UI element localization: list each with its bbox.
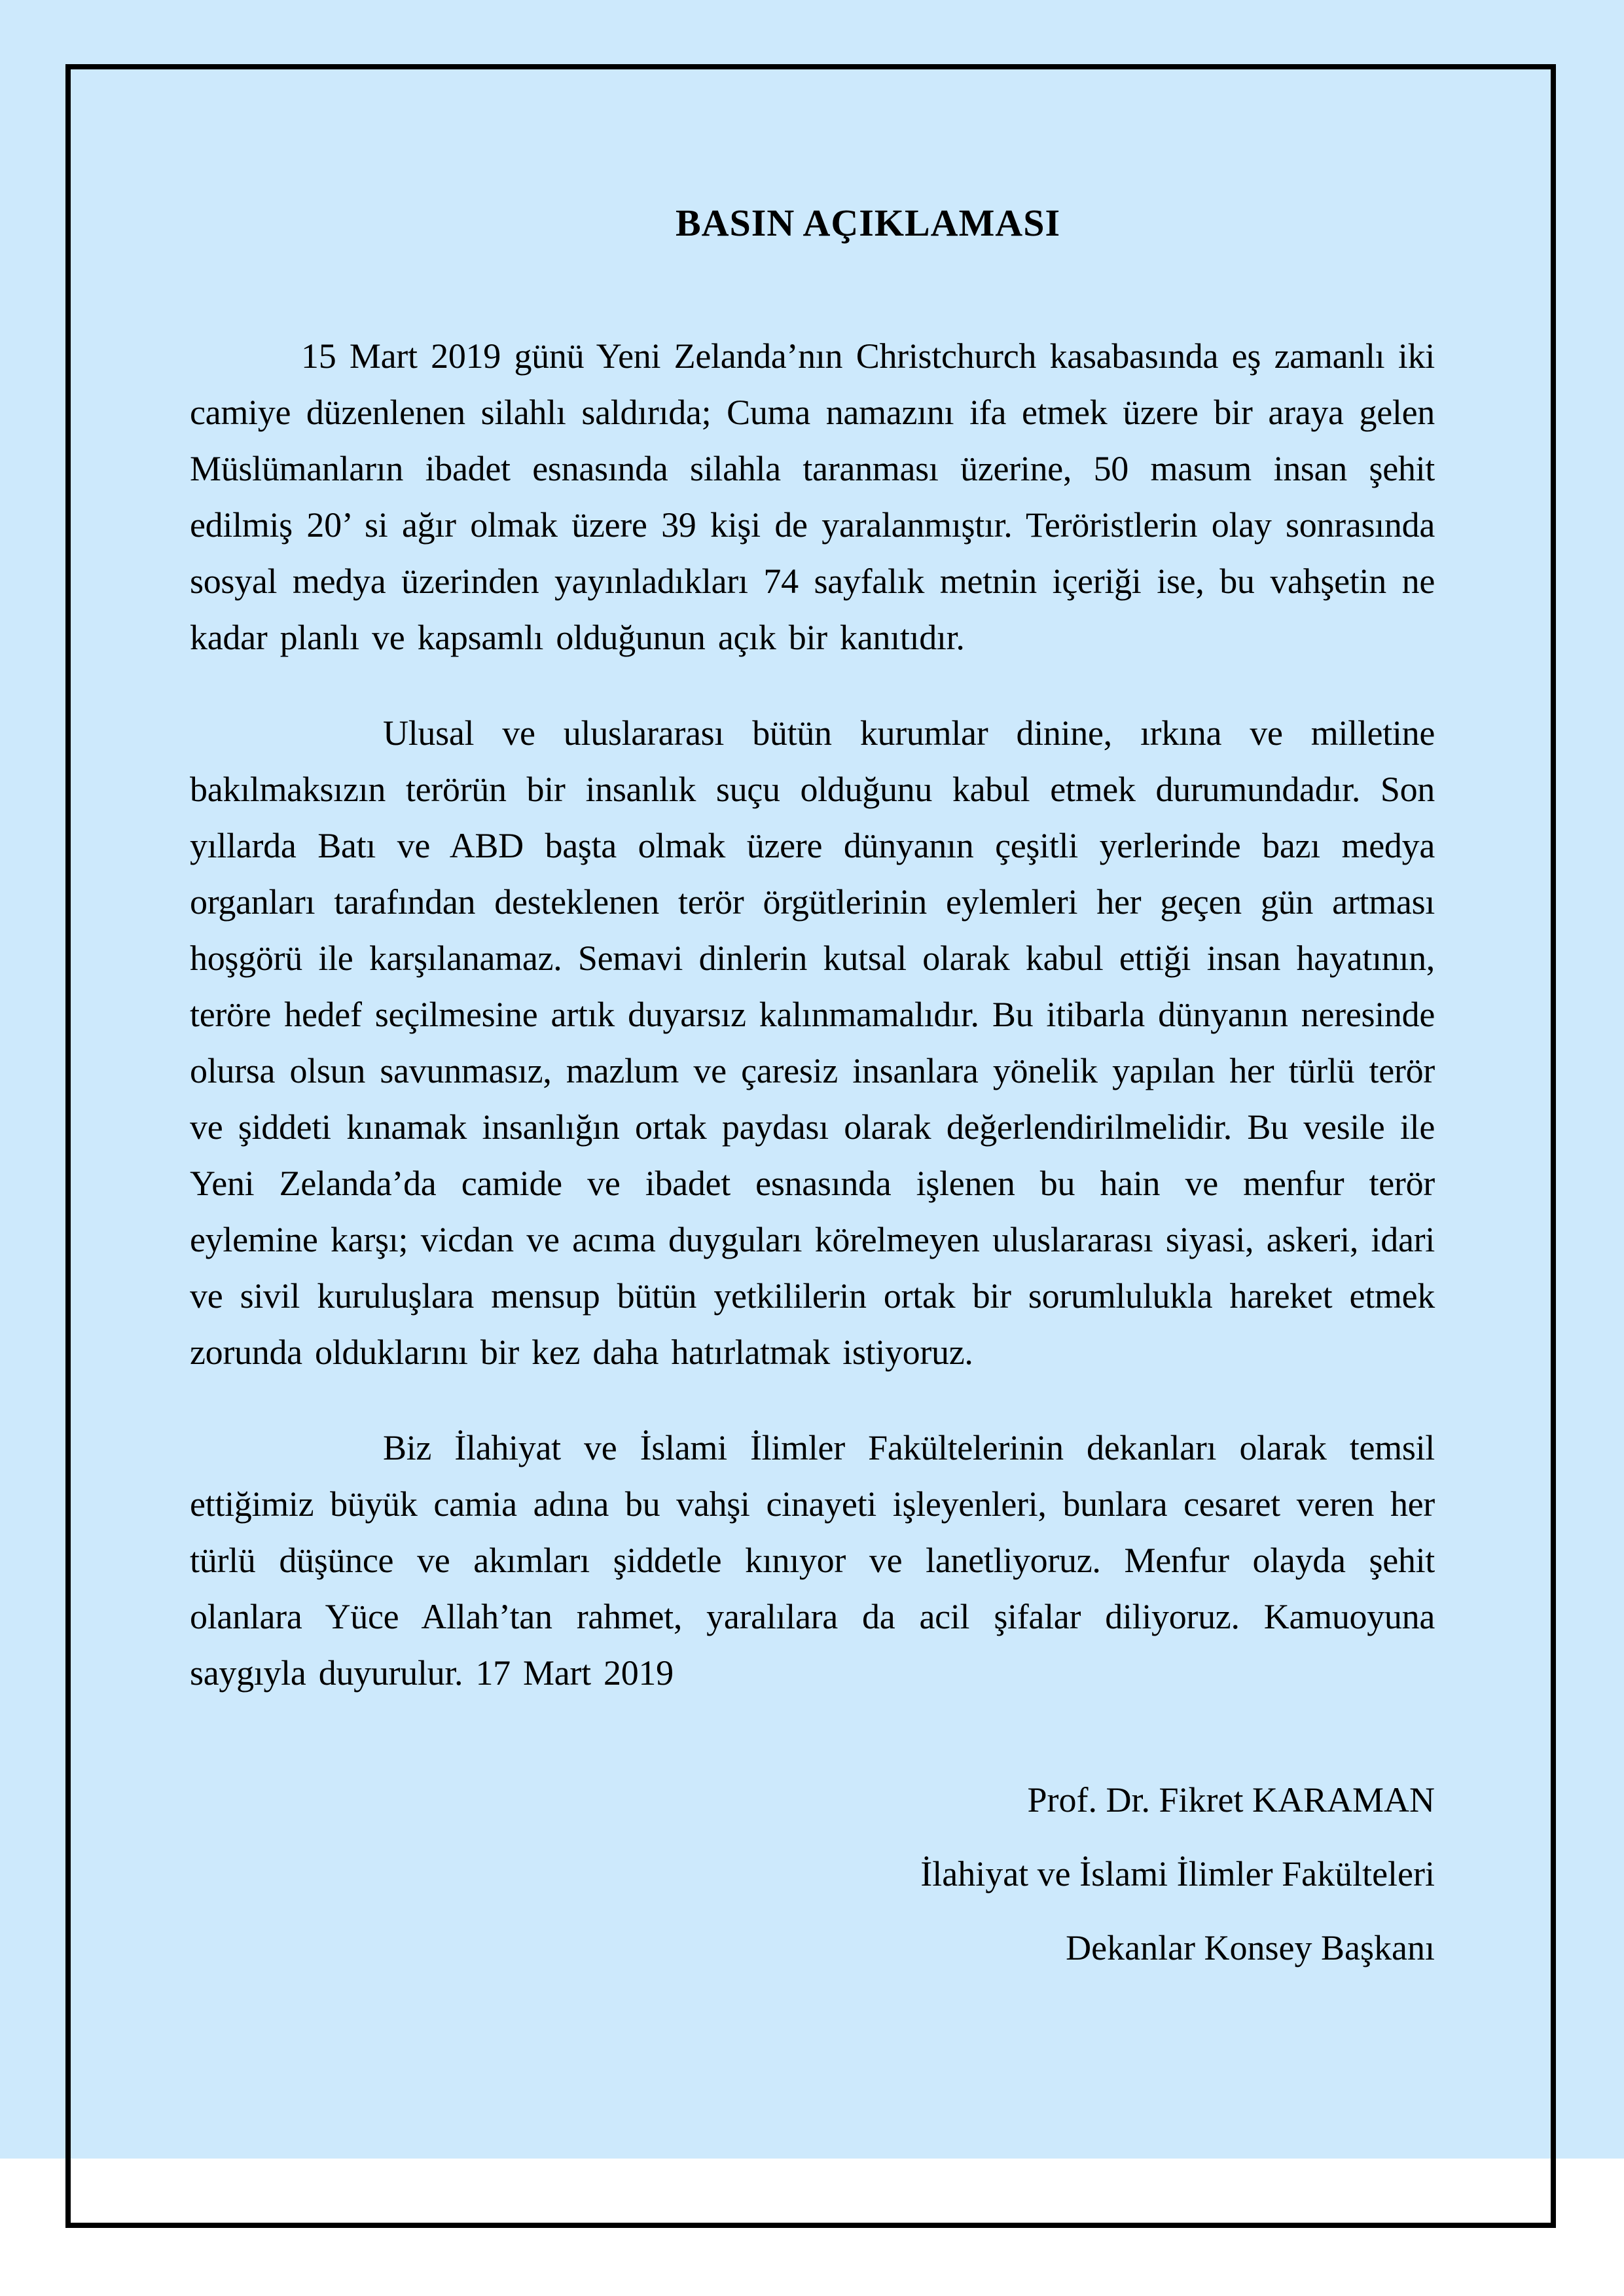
page-border-frame [65, 64, 1556, 2228]
paragraph-closing: Biz İlahiyat ve İslami İlimler Fakültelerinin dekanları olarak temsil ettiğimiz büyük camia adına bu vahşi cinayeti işleyenleri, bunlara cesaret veren her türlü düşünce ve akımları şiddetle kınıyor ve lanetliyoruz. Menfur olayda şehit olanlara Yüce Allah’tan rahmet, yaralılara da acil şifalar diliyoruz. Kamuoyuna saygıyla duyurulur. 17 Mart 2019 [190, 1428, 1435, 1693]
signatory-name: Prof. Dr. Fikret KARAMAN [1027, 1780, 1435, 1820]
signature-block [190, 1763, 1435, 1985]
paragraph-condemnation: Ulusal ve uluslararası bütün kurumlar dinine, ırkına ve milletine bakılmaksızın terörün bir insanlık suçu olduğunu kabul etmek durumundadır. Son yıllarda Batı ve ABD başta olmak üzere dünyanın çeşitli yerlerinde bazı medya organları tarafından desteklenen terör örgütlerinin eylemleri her geçen gün artması hoşgörü ile karşılanamaz. Semavi dinlerin kutsal olarak kabul ettiği insan hayatının, teröre hedef seçilmesine artık duyarsız kalınmamalıdır. Bu itibarla dünyanın neresinde olursa olsun savunmasız, mazlum ve çaresiz insanlara yönelik yapılan her türlü terör ve şiddeti kınamak insanlığın ortak paydası olarak değerlendirilmelidir. Bu vesile ile Yeni Zelanda’da camide ve ibadet esnasında işlenen bu hain ve menfur terör eylemine karşı; vicdan ve acıma duyguları körelmeyen uluslararası siyasi, askeri, idari ve sivil kuruluşlara mensup bütün yetkililerin ortak bir sorumlulukla hareket etmek zorunda olduklarını bir kez daha hatırlatmak istiyoruz. [190, 713, 1435, 1372]
document-title: BASIN AÇIKLAMASI [675, 202, 1061, 244]
signatory-role: Dekanlar Konsey Başkanı [1066, 1928, 1435, 1967]
signatory-affiliation: İlahiyat ve İslami İlimler Fakülteleri [920, 1854, 1435, 1893]
paragraph-incident: 15 Mart 2019 günü Yeni Zelanda’nın Christchurch kasabasında eş zamanlı iki camiye düzenlenen silahlı saldırıda; Cuma namazını ifa etmek üzere bir araya gelen Müslümanların ibadet esnasında silahla taranması üzerine, 50 masum insan şehit edilmiş 20’ si ağır olmak üzere 39 kişi de yaralanmıştır. Teröristlerin olay sonrasında sosyal medya üzerinden yayınladıkları 74 sayfalık metnin içeriği ise, bu vahşetin ne kadar planlı ve kapsamlı olduğunun açık bir kanıtıdır. [190, 336, 1435, 657]
